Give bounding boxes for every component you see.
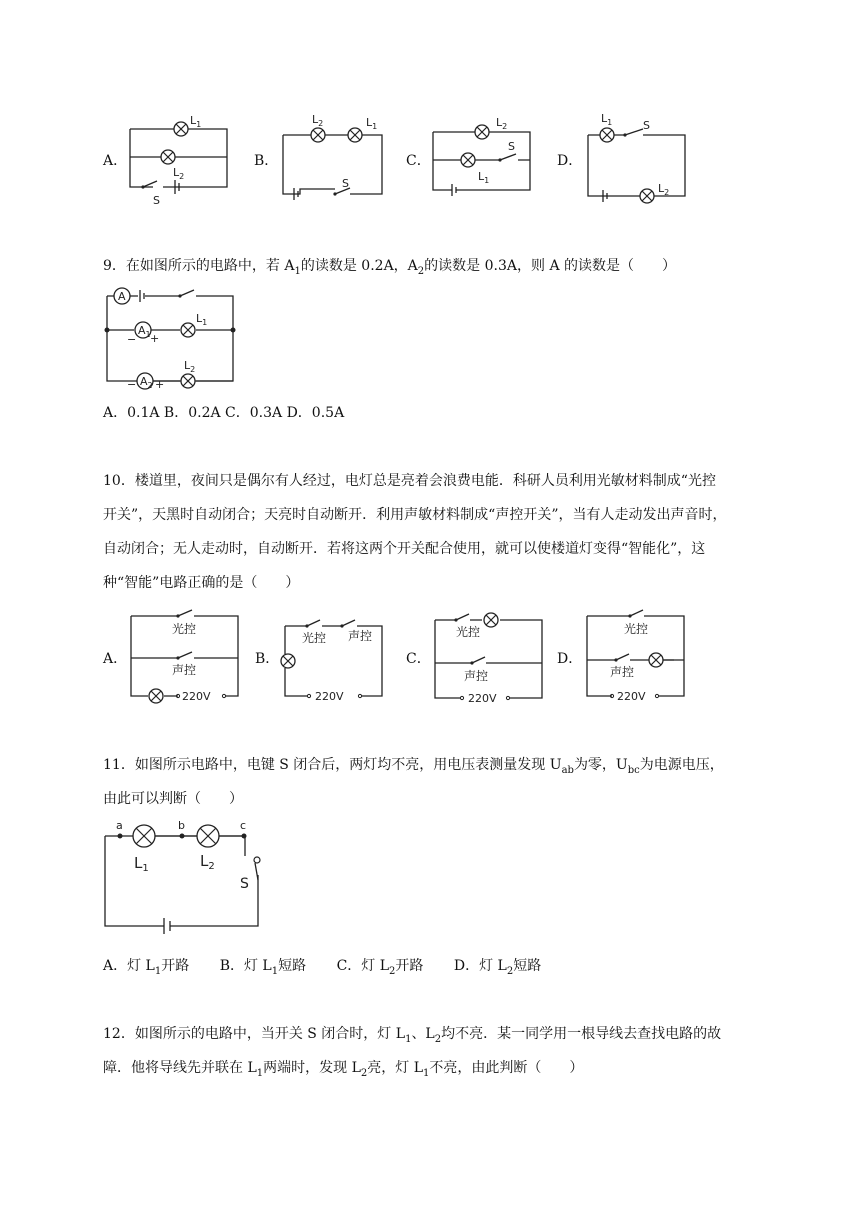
lamp-icon: [161, 150, 175, 164]
svg-text:220V: 220V: [182, 690, 211, 703]
q10-option-d-label: D．: [557, 651, 583, 667]
svg-text:220V: 220V: [617, 690, 646, 703]
svg-text:光控: 光控: [624, 622, 649, 636]
svg-text:声控: 声控: [610, 665, 635, 679]
q8-circuit-b: [280, 112, 390, 207]
lamp-icon: [649, 653, 663, 667]
q10-option-b-label: B．: [255, 651, 280, 667]
q9-text-3: 的读数是 0.3A，则 A 的读数是（ ）: [424, 258, 677, 274]
q9-number: 9．: [103, 258, 126, 274]
lamp-icon: [133, 825, 155, 847]
svg-text:−: −: [127, 378, 137, 391]
lamp-icon: [461, 153, 475, 167]
q9-text-2: 的读数是 0.2A，A: [300, 258, 418, 274]
lamp-icon: [181, 323, 195, 337]
svg-text:S: S: [240, 876, 249, 892]
q10-line-4: 种“智能”电路正确的是（ ）: [103, 575, 300, 591]
q10-circuit-b: [282, 608, 392, 708]
q10-line-3: 自动闭合；无人走动时，自动断开．若将这两个开关配合使用，就可以使楼道灯变得“智能化”，这: [103, 541, 706, 557]
svg-text:声控: 声控: [172, 663, 197, 677]
q11-option-b: B．灯 $L_1$短路: [219, 958, 307, 977]
q12-question: [103, 1017, 721, 1085]
svg-text:b: b: [178, 819, 185, 832]
q8-option-b-label: B．: [254, 153, 279, 169]
q8-option-c-label: C．: [406, 153, 431, 169]
q8-option-a-label: A．: [103, 153, 128, 169]
lamp-icon: [348, 128, 362, 142]
svg-text:L1: $L_1$: [196, 312, 208, 327]
svg-text:L2: $L_2$: [184, 359, 196, 374]
svg-text:L1: $L_1$: [190, 114, 202, 129]
svg-text:S: S: [643, 119, 650, 132]
lamp-icon: [197, 825, 219, 847]
q12-line-1: 12．如图所示的电路中，当开关 S 闭合时，灯 $L_1$、$L_2$均不亮．某一同学用一根导线去查找电路的故: [103, 1026, 722, 1045]
svg-text:L1: $L_1$: [478, 170, 490, 185]
lamp-icon: [281, 654, 295, 668]
q8-circuit-c: [430, 112, 540, 207]
svg-text:L2: $L_2$: [173, 166, 185, 181]
svg-text:L2: $L_2$: [200, 852, 215, 872]
q9-options: A．0.1A B．0.2A C．0.3A D．0.5A: [103, 405, 345, 421]
svg-text:声控: 声控: [464, 669, 489, 683]
svg-text:220V: 220V: [315, 690, 344, 703]
svg-text:L2: $L_2$: [312, 113, 324, 128]
svg-text:L1: $L_1$: [366, 116, 378, 131]
svg-text:L2: $L_2$: [658, 182, 670, 197]
q9-text: 在如图所示的电路中，若 A: [125, 258, 295, 274]
svg-text:声控: 声控: [348, 629, 373, 643]
svg-text:光控: 光控: [456, 625, 481, 639]
svg-text:−: −: [127, 333, 137, 346]
q8-circuit-a: [125, 112, 235, 207]
lamp-icon: [181, 374, 195, 388]
svg-text:L1: $L_1$: [134, 854, 149, 874]
q9-question: [103, 256, 676, 276]
q11-question: [103, 748, 724, 816]
q9-circuit-figure: [100, 286, 240, 391]
q11-option-c: C．灯 $L_2$开路: [336, 958, 424, 977]
svg-text:A2: $A_2$: [140, 375, 153, 390]
svg-text:+: +: [155, 378, 165, 391]
q12-line-2: 障．他将导线先并联在 $L_1$两端时，发现 $L_2$亮，灯 $L_1$不亮，由此判断（ ）: [103, 1060, 584, 1079]
lamp-icon: [484, 613, 498, 627]
q11-circuit-figure: [100, 820, 270, 940]
svg-text:a: a: [116, 819, 123, 832]
svg-text:S: S: [508, 140, 515, 153]
q10-line-1: 10．楼道里，夜间只是偶尔有人经过，电灯总是亮着会浪费电能．科研人员利用光敏材料制成“光控: [103, 473, 716, 489]
q11-option-a: A．灯 $L_1$开路: [103, 958, 190, 977]
ammeter-icon: [137, 373, 153, 390]
q10-circuit-c: [432, 608, 547, 708]
q10-option-a-label: A．: [103, 651, 128, 667]
q10-option-c-label: C．: [406, 651, 431, 667]
q8-option-d-label: D．: [557, 153, 583, 169]
q8-circuit-d: [585, 112, 695, 207]
lamp-icon: [475, 125, 489, 139]
lamp-icon: [149, 689, 163, 703]
svg-text:A1: $A_1$: [138, 324, 151, 339]
svg-text:A: A: [118, 290, 126, 303]
svg-text:c: c: [240, 819, 247, 832]
q10-circuit-d: [584, 608, 699, 708]
svg-text:220V: 220V: [468, 692, 497, 705]
svg-text:光控: 光控: [302, 631, 327, 645]
q9-sub-2: 2: [417, 265, 425, 277]
lamp-icon: [640, 189, 654, 203]
lamp-icon: [174, 122, 188, 136]
ammeter-icon: [135, 322, 151, 339]
svg-text:S: S: [153, 194, 160, 207]
q10-line-2: 开关”，天黑时自动闭合；天亮时自动断开．利用声敏材料制成“声控开关”，当有人走动发出声音时，: [103, 507, 727, 523]
q11-line-1: 11．如图所示电路中，电键 S 闭合后，两灯均不亮，用电压表测量发现 $U_{ab}$为零，$U_{bc}$为电源电压，: [103, 757, 724, 776]
svg-text:L1: $L_1$: [601, 112, 613, 127]
ammeter-icon: [114, 288, 130, 304]
q9-sub-1: 1: [294, 265, 301, 277]
q11-options: [103, 956, 541, 976]
svg-text:L2: $L_2$: [496, 116, 508, 131]
q10-circuit-a: [128, 608, 243, 708]
q11-line-2: 由此可以判断（ ）: [103, 791, 243, 807]
svg-text:S: S: [342, 177, 349, 190]
svg-text:光控: 光控: [172, 622, 197, 636]
lamp-icon: [311, 128, 325, 142]
q11-option-d: D．灯 $L_2$短路: [453, 958, 542, 977]
svg-text:+: +: [150, 332, 160, 345]
q10-question: [103, 464, 726, 600]
lamp-icon: [600, 128, 614, 142]
